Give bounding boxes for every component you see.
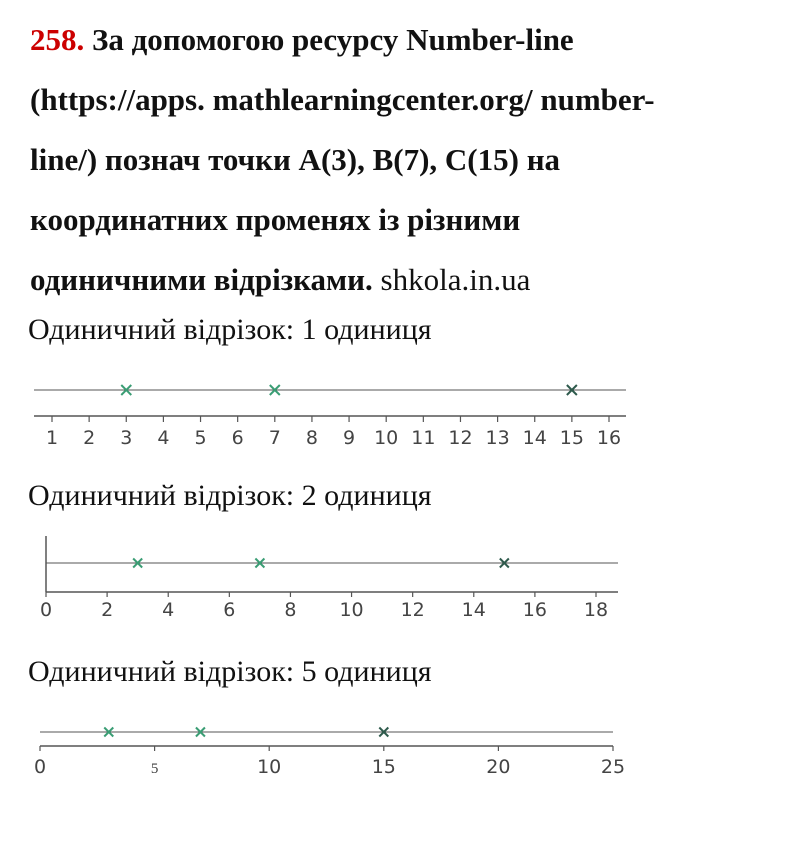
tick-label: 8 [305, 427, 318, 449]
tick-label: 10 [257, 756, 282, 778]
tick-label: 13 [485, 427, 510, 449]
number-line-1 [0, 370, 800, 450]
ticks-2 [40, 592, 608, 621]
tick-label: 7 [268, 427, 281, 449]
tick-label: 15 [559, 427, 584, 449]
tick-label: 2 [101, 599, 114, 621]
problem-number: 258. [30, 22, 85, 57]
tick-label: 2 [83, 427, 96, 449]
number-line-1-title: Одиничний відрізок: 1 одиниця [28, 313, 432, 346]
problem-line-2: (https://apps. mathlearningcenter.org/ number- [30, 82, 655, 117]
ticks-1 [46, 416, 621, 449]
tick-label: 18 [583, 599, 609, 621]
tick-label: 10 [339, 599, 364, 621]
tick-label: 11 [411, 427, 436, 449]
ticks-3 [34, 746, 625, 778]
tick-label: 14 [461, 599, 486, 621]
tick-label: 1 [45, 427, 59, 449]
problem-line-5 [30, 250, 780, 310]
tick-label: 6 [223, 599, 236, 621]
tick-label: 4 [157, 427, 170, 449]
tick-label: 15 [371, 756, 396, 778]
tick-label: 16 [596, 427, 622, 449]
tick-label: 14 [522, 427, 547, 449]
number-line-2-title: Одиничний відрізок: 2 одиниця [28, 479, 432, 512]
source-label: shkola.in.ua [380, 262, 531, 297]
tick-label: 9 [343, 427, 356, 449]
number-line-3 [0, 715, 800, 785]
tick-label: 16 [522, 599, 547, 621]
number-line-3-title: Одиничний відрізок: 5 одиниця [28, 655, 432, 688]
problem-line-4: координатних променях із різними [30, 202, 521, 237]
tick-label: 20 [486, 756, 511, 778]
tick-label: 4 [162, 599, 175, 621]
tick-label: 12 [448, 427, 473, 449]
problem-line-3: line/) познач точки A(3), B(7), C(15) на [30, 142, 561, 177]
tick-label: 5 [194, 427, 207, 449]
problem-line-1 [30, 10, 780, 70]
tick-label: 6 [231, 427, 244, 449]
tick-label: 5 [150, 761, 159, 777]
problem-text-5: одиничними відрізками. [30, 262, 373, 297]
tick-label: 0 [39, 599, 53, 621]
problem-statement [30, 10, 780, 310]
problem-text-1: За допомогою ресурсу Number-line [92, 22, 574, 57]
tick-label: 25 [600, 756, 626, 778]
tick-label: 8 [284, 599, 297, 621]
number-line-2 [0, 530, 800, 630]
tick-label: 12 [400, 599, 425, 621]
tick-label: 0 [33, 756, 47, 778]
tick-label: 10 [374, 427, 399, 449]
tick-label: 3 [120, 427, 133, 449]
